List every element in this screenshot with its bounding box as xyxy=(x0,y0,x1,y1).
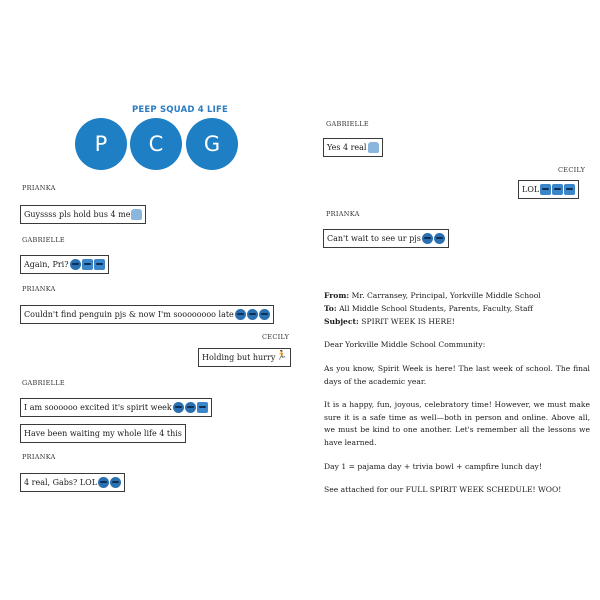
sender-name: GABRIELLE xyxy=(22,236,65,244)
message-text: Again, Pri? xyxy=(24,260,69,269)
chat-bubble xyxy=(20,305,274,324)
angry-emoji xyxy=(259,309,270,320)
logo-title: PEEP SQUAD 4 LIFE xyxy=(131,105,229,115)
logo-circle-c: C xyxy=(130,118,182,170)
crying-emoji xyxy=(98,477,109,488)
sunglasses-emoji xyxy=(422,233,433,244)
laughing-emoji xyxy=(564,184,575,195)
crying-emoji xyxy=(110,477,121,488)
scream-emoji xyxy=(82,259,93,270)
chat-bubble xyxy=(198,348,291,367)
sunglasses-emoji xyxy=(434,233,445,244)
angry-emoji xyxy=(235,309,246,320)
chat-bubble xyxy=(20,205,146,224)
sunglasses-emoji xyxy=(173,402,184,413)
sender-name: GABRIELLE xyxy=(326,120,369,128)
laughing-emoji xyxy=(552,184,563,195)
logo-circle-p: P xyxy=(75,118,127,170)
message-text: 4 real, Gabs? LOL xyxy=(24,478,98,487)
message-text: Holding but hurry xyxy=(202,353,276,362)
chat-bubble xyxy=(20,473,125,492)
folded-hands-emoji xyxy=(131,209,142,220)
sender-name: GABRIELLE xyxy=(22,379,65,387)
chat-bubble xyxy=(323,138,383,157)
crying-emoji xyxy=(70,259,81,270)
sender-name: CECILY xyxy=(558,166,586,174)
thumbs-up-emoji xyxy=(368,142,379,153)
memo-greeting: Dear Yorkville Middle School Community: xyxy=(324,340,486,349)
running-emoji xyxy=(276,352,287,363)
memo-subject: Subject: SPIRIT WEEK IS HERE! xyxy=(324,317,455,326)
message-text: Can't wait to see ur pjs xyxy=(327,234,421,243)
chat-bubble xyxy=(20,398,212,417)
sender-name: CECILY xyxy=(262,333,290,341)
message-text: Guyssss pls hold bus 4 me xyxy=(24,210,131,219)
sender-name: PRIANKA xyxy=(326,210,360,218)
angry-emoji xyxy=(247,309,258,320)
memo-paragraph-1: As you know, Spirit Week is here! The last week of school. The final days of the academic year. xyxy=(324,364,590,386)
memo-day-1: Day 1 = pajama day + trivia bowl + campfire lunch day! xyxy=(324,462,542,471)
chat-bubble xyxy=(518,180,579,199)
message-text: I am soooooo excited it's spirit week xyxy=(24,403,172,412)
message-text: Couldn't find penguin pjs & now I'm soooooooo late xyxy=(24,310,234,319)
chat-bubble xyxy=(20,255,109,274)
memo-from: From: Mr. Carransey, Principal, Yorkville Middle School xyxy=(324,291,541,300)
memo-closing: See attached for our FULL SPIRIT WEEK SCHEDULE! WOO! xyxy=(324,485,562,494)
crown-emoji xyxy=(185,402,196,413)
sender-name: PRIANKA xyxy=(22,285,56,293)
laughing-emoji xyxy=(540,184,551,195)
logo-circle-g: G xyxy=(186,118,238,170)
sender-name: PRIANKA xyxy=(22,453,56,461)
sender-name: PRIANKA xyxy=(22,184,56,192)
scream-emoji xyxy=(94,259,105,270)
message-text: LOL xyxy=(522,185,540,194)
message-text: Have been waiting my whole life 4 this xyxy=(24,429,182,438)
chat-bubble xyxy=(323,229,449,248)
chat-bubble xyxy=(20,424,186,443)
memo-paragraph-2: It is a happy, fun, joyous, celebratory time! However, we must make sure it is a safe time as well—both in person and online. Above all, we must be kind to one another. Let's remember all the lessons we have learned. xyxy=(324,400,590,447)
memo-to: To: All Middle School Students, Parents, Faculty, Staff xyxy=(324,304,533,313)
scream-emoji xyxy=(197,402,208,413)
message-text: Yes 4 real xyxy=(327,143,367,152)
